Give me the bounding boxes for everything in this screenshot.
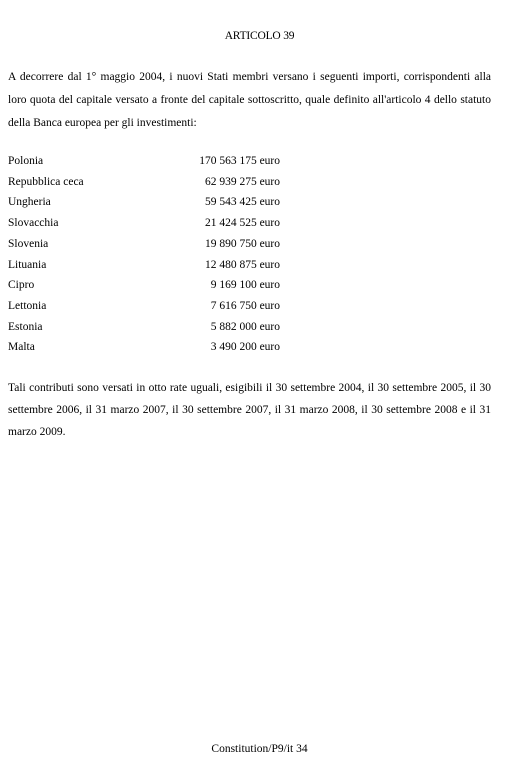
- country-name: Repubblica ceca: [8, 175, 84, 188]
- amounts-table: [8, 151, 280, 358]
- table-row: [8, 337, 280, 358]
- table-row: [8, 296, 280, 317]
- table-row: [8, 255, 280, 276]
- country-name: Cipro: [8, 279, 35, 292]
- country-name: Lituania: [8, 258, 47, 271]
- table-row: [8, 172, 280, 193]
- amount-value: 59 543 425 euro: [204, 196, 280, 209]
- article-title: ARTICOLO 39: [224, 30, 295, 42]
- amount-value: 19 890 750 euro: [204, 237, 280, 250]
- amount-value: 3 490 200 euro: [210, 341, 280, 354]
- country-name: Lettonia: [8, 299, 47, 312]
- country-name: Polonia: [8, 155, 44, 167]
- page-footer: Constitution/P9/it 34: [211, 743, 308, 755]
- country-name: Ungheria: [8, 196, 51, 209]
- amount-value: 5 882 000 euro: [210, 320, 280, 333]
- amount-value: 170 563 175 euro: [199, 155, 280, 167]
- table-row: [8, 275, 280, 296]
- table-row: [8, 317, 280, 338]
- country-name: Estonia: [8, 320, 43, 333]
- amount-value: 7 616 750 euro: [210, 299, 280, 312]
- country-name: Slovacchia: [8, 217, 59, 230]
- amounts-table-body: [8, 151, 280, 358]
- intro-paragraph: A decorrere dal 1° maggio 2004, i nuovi Stati membri versano i seguenti importi, corrispondenti alla loro quota del capitale versato a fronte del capitale sottoscritto, quale definito all'articolo 4 dello statuto della Banca europea per gli investimenti:: [8, 71, 491, 129]
- country-name: Slovenia: [8, 237, 49, 250]
- amount-value: 9 169 100 euro: [210, 279, 280, 292]
- table-row: [8, 151, 280, 172]
- closing-paragraph: Tali contributi sono versati in otto rate uguali, esigibili il 30 settembre 2004, il 30 settembre 2005, il 30 settembre 2006, il 31 marzo 2007, il 30 settembre 2007, il 31 marzo 2008, il 30 settembre 2008 e il 31 marzo 2009.: [8, 382, 491, 438]
- amount-value: 62 939 275 euro: [204, 175, 280, 188]
- table-row: [8, 234, 280, 255]
- amount-value: 21 424 525 euro: [204, 217, 280, 230]
- table-row: [8, 192, 280, 213]
- amount-value: 12 480 875 euro: [204, 258, 280, 271]
- country-name: Malta: [8, 341, 35, 354]
- table-row: [8, 213, 280, 234]
